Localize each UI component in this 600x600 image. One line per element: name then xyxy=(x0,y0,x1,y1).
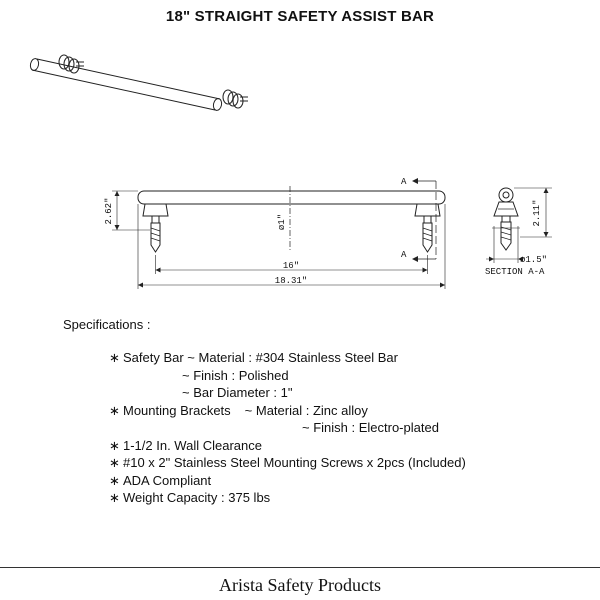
spec-weight-text: Weight Capacity : 375 lbs xyxy=(123,490,271,505)
spec-brackets xyxy=(109,402,466,420)
spec-safety-bar-diameter xyxy=(109,384,466,402)
spec-brackets-finish xyxy=(109,419,466,437)
spec-weight xyxy=(109,489,466,507)
specifications-heading: Specifications : xyxy=(63,317,151,332)
spec-brackets-finish-text: ~ Finish : Electro-plated xyxy=(302,420,439,435)
spec-safety-bar xyxy=(109,349,466,367)
footer-brand: Arista Safety Products xyxy=(219,575,381,595)
dim-center-span: 16" xyxy=(282,261,300,271)
spec-safety-bar-text: Safety Bar ~ Material : #304 Stainless Steel Bar xyxy=(123,350,398,365)
section-view xyxy=(486,188,552,263)
spec-safety-bar-diameter-text: ~ Bar Diameter : 1" xyxy=(182,385,293,400)
perspective-view xyxy=(29,55,248,111)
dim-section-height: 2.11" xyxy=(532,199,542,227)
spec-clearance-text: 1-1/2 In. Wall Clearance xyxy=(123,437,262,453)
spec-clearance xyxy=(109,437,466,455)
perspective-bracket-right xyxy=(223,90,248,108)
spec-brackets-material-text: ~ Material : Zinc alloy xyxy=(244,402,368,418)
section-label: SECTION A-A xyxy=(485,267,545,277)
bullet-icon: ∗ xyxy=(109,350,120,365)
footer-divider xyxy=(0,567,600,568)
drawing-title: 18" STRAIGHT SAFETY ASSIST BAR xyxy=(165,8,435,25)
perspective-bracket-left xyxy=(59,55,84,73)
spec-screws xyxy=(109,454,466,472)
spec-safety-bar-finish-text: ~ Finish : Polished xyxy=(182,367,289,383)
spec-ada-text: ADA Compliant xyxy=(123,472,212,488)
front-view xyxy=(112,178,445,289)
spec-brackets-text: Mounting Brackets xyxy=(123,402,231,418)
dim-section-width: ø1.5" xyxy=(520,255,548,265)
section-marker-bottom: A xyxy=(401,250,407,260)
bullet-icon: ∗ xyxy=(109,402,120,418)
bullet-icon: ∗ xyxy=(109,437,120,453)
spec-screws-text: #10 x 2" Stainless Steel Mounting Screws x 2pcs (Included) xyxy=(123,455,466,470)
bullet-icon: ∗ xyxy=(109,472,120,488)
spec-ada xyxy=(109,472,466,490)
dim-diameter: ø1" xyxy=(277,213,287,231)
bullet-icon: ∗ xyxy=(109,490,120,505)
front-bracket-left xyxy=(143,204,168,252)
spec-safety-bar-finish xyxy=(109,367,466,385)
bullet-icon: ∗ xyxy=(109,455,120,470)
dim-height: 2.62" xyxy=(104,197,114,225)
specifications-list xyxy=(109,349,466,507)
section-marker-top: A xyxy=(401,177,407,187)
dim-overall: 18.31" xyxy=(274,276,308,286)
